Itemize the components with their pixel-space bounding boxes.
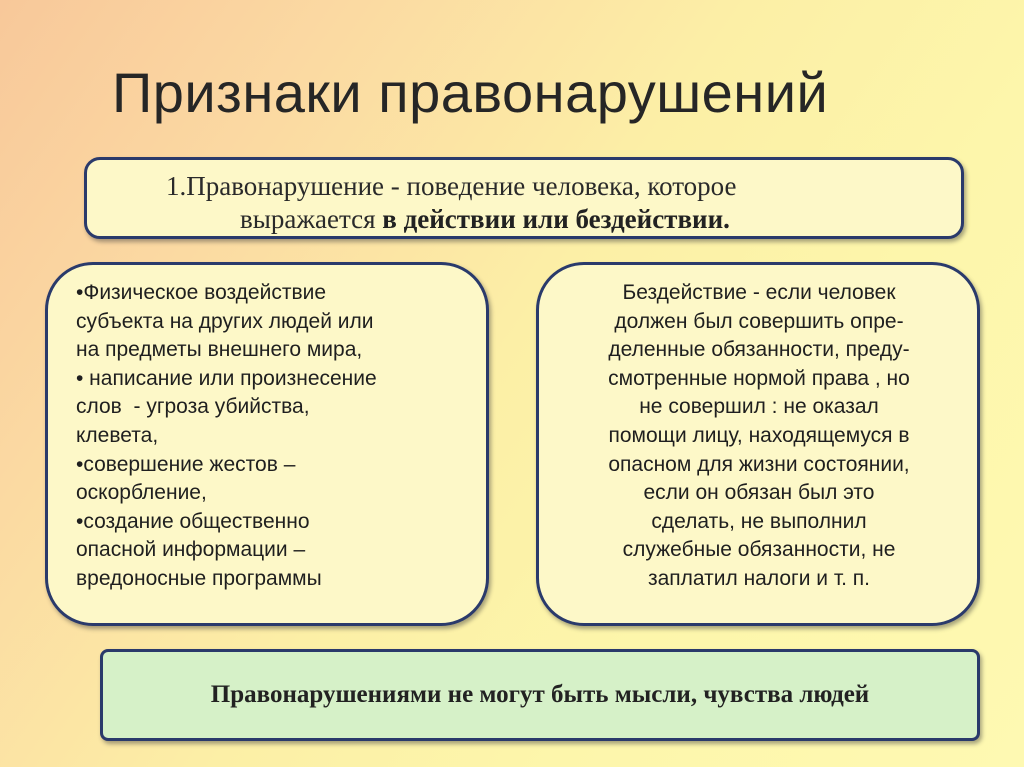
inaction-line: служебные обязанности, не — [622, 538, 896, 562]
footer-note: Правонарушениями не могут быть мысли, чувства людей — [100, 649, 980, 741]
definition-box — [84, 157, 964, 239]
inaction-line: помощи лицу, находящемуся в — [608, 423, 910, 447]
action-line: •совершение жестов – — [76, 452, 296, 476]
action-line: субъекта на других людей или — [76, 309, 374, 333]
action-line: •Физическое воздействие — [76, 281, 327, 304]
definition-line-2-prefix: выражается — [240, 204, 383, 234]
action-line: опасной информации – — [76, 538, 306, 562]
inaction-line: смотренные нормой права , но — [608, 366, 910, 390]
inaction-line: Бездействие - если человек — [622, 281, 896, 304]
action-line: клевета, — [76, 423, 159, 447]
inaction-line: если он обязан был это — [643, 481, 875, 505]
definition-line-1: 1.Правонарушение - поведение человека, которое — [166, 171, 737, 201]
action-box — [45, 262, 489, 626]
action-line: •создание общественно — [76, 509, 310, 533]
action-line: на предметы внешнего мира, — [76, 338, 363, 362]
inaction-line: должен был совершить опре- — [614, 309, 904, 333]
definition-emphasis: в действии или бездействии. — [382, 204, 730, 234]
slide-title: Признаки правонарушений — [112, 61, 829, 124]
action-line: слов - угроза убийства, — [76, 395, 310, 419]
inaction-line: заплатил налоги и т. п. — [648, 566, 870, 590]
inaction-line: деленные обязанности, преду- — [608, 338, 910, 362]
inaction-line: опасном для жизни состоянии, — [608, 452, 910, 476]
action-line: вредоносные программы — [76, 566, 322, 590]
action-line: • написание или произнесение — [76, 366, 377, 390]
inaction-line: сделать, не выполнил — [651, 509, 867, 533]
action-line: оскорбление, — [76, 481, 207, 505]
inaction-line: не совершил : не оказал — [639, 395, 879, 419]
definition-line-2 — [166, 203, 937, 236]
inaction-box — [536, 262, 980, 626]
